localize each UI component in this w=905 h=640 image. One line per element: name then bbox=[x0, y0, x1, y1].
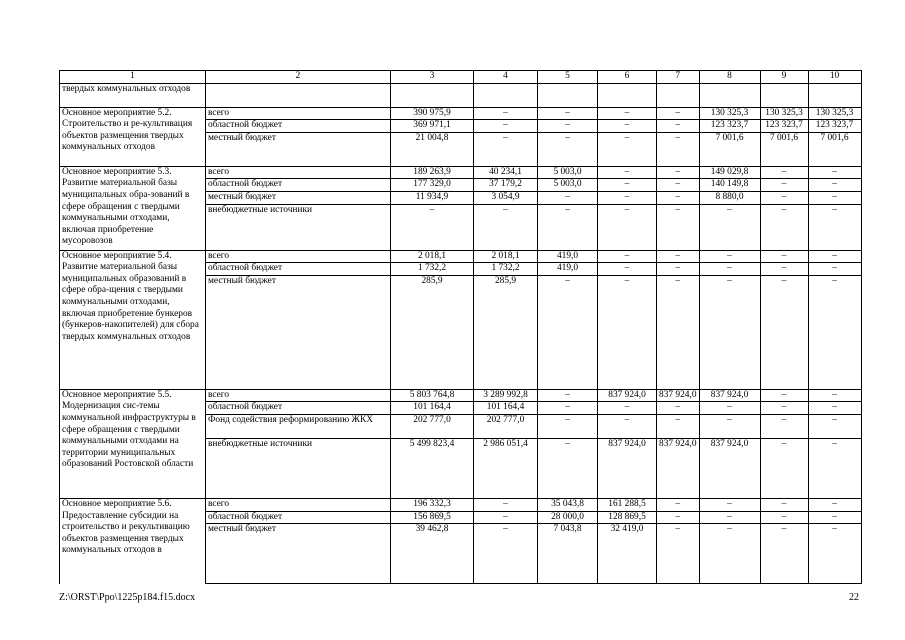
amount-cell: – bbox=[391, 204, 474, 250]
amount-cell: – bbox=[760, 414, 808, 438]
amount-cell: – bbox=[538, 275, 598, 389]
amount-cell: 3 054,9 bbox=[474, 191, 538, 204]
amount-cell: – bbox=[699, 250, 760, 263]
amount-cell: – bbox=[598, 179, 657, 192]
amount-cell: 390 975,9 bbox=[391, 107, 474, 120]
amount-cell: – bbox=[538, 132, 598, 166]
amount-cell: – bbox=[474, 132, 538, 166]
header-row bbox=[60, 71, 862, 84]
amount-cell: – bbox=[598, 191, 657, 204]
amount-cell: 369 971,1 bbox=[391, 120, 474, 133]
amount-cell: 5 003,0 bbox=[538, 179, 598, 192]
amount-cell bbox=[538, 83, 598, 107]
amount-cell: – bbox=[808, 389, 861, 402]
amount-cell: 156 869,5 bbox=[391, 511, 474, 524]
amount-cell: – bbox=[538, 120, 598, 133]
amount-cell: – bbox=[808, 263, 861, 276]
column-number: 4 bbox=[474, 71, 538, 84]
amount-cell: – bbox=[598, 204, 657, 250]
funding-source: всего bbox=[206, 166, 391, 179]
amount-cell: 202 777,0 bbox=[474, 414, 538, 438]
amount-cell: – bbox=[808, 524, 861, 584]
column-number: 8 bbox=[699, 71, 760, 84]
amount-cell: 130 325,3 bbox=[808, 107, 861, 120]
amount-cell: 5 003,0 bbox=[538, 166, 598, 179]
amount-cell: – bbox=[598, 107, 657, 120]
amount-cell: – bbox=[808, 438, 861, 498]
amount-cell: – bbox=[699, 524, 760, 584]
amount-cell: – bbox=[760, 438, 808, 498]
amount-cell: – bbox=[808, 204, 861, 250]
amount-cell: – bbox=[760, 179, 808, 192]
table-row bbox=[60, 107, 862, 120]
column-number: 2 bbox=[206, 71, 391, 84]
amount-cell: – bbox=[699, 263, 760, 276]
amount-cell: 837 924,0 bbox=[598, 389, 657, 402]
amount-cell: – bbox=[598, 132, 657, 166]
amount-cell: 285,9 bbox=[391, 275, 474, 389]
activity-name: Основное мероприятие 5.6. Предоставление субсидии на строительство и рекультивацию объектов размещения твердых коммунальных отходов в bbox=[60, 498, 206, 583]
table-row bbox=[60, 250, 862, 263]
amount-cell: – bbox=[699, 402, 760, 415]
amount-cell: – bbox=[699, 498, 760, 511]
amount-cell: – bbox=[760, 263, 808, 276]
amount-cell: – bbox=[657, 524, 700, 584]
amount-cell: – bbox=[760, 389, 808, 402]
activity-name: Основное мероприятие 5.2. Строительство и ре-культивация объектов размещения твердых коммунальных отходов bbox=[60, 107, 206, 166]
amount-cell: – bbox=[760, 166, 808, 179]
amount-cell: – bbox=[760, 191, 808, 204]
amount-cell: – bbox=[760, 524, 808, 584]
amount-cell: – bbox=[760, 511, 808, 524]
funding-source: областной бюджет bbox=[206, 511, 391, 524]
funding-source: всего bbox=[206, 250, 391, 263]
amount-cell: 7 001,6 bbox=[699, 132, 760, 166]
funding-source: областной бюджет bbox=[206, 120, 391, 133]
amount-cell: 8 880,0 bbox=[699, 191, 760, 204]
table-row bbox=[60, 83, 862, 107]
amount-cell: – bbox=[657, 250, 700, 263]
amount-cell: 123 323,7 bbox=[760, 120, 808, 133]
funding-source: всего bbox=[206, 498, 391, 511]
amount-cell: 2 018,1 bbox=[391, 250, 474, 263]
amount-cell: – bbox=[808, 179, 861, 192]
amount-cell: 285,9 bbox=[474, 275, 538, 389]
amount-cell: – bbox=[657, 402, 700, 415]
amount-cell: 837 924,0 bbox=[699, 438, 760, 498]
amount-cell: – bbox=[760, 402, 808, 415]
amount-cell: – bbox=[657, 120, 700, 133]
amount-cell: 177 329,0 bbox=[391, 179, 474, 192]
amount-cell: – bbox=[808, 498, 861, 511]
amount-cell: – bbox=[699, 275, 760, 389]
amount-cell: 32 419,0 bbox=[598, 524, 657, 584]
amount-cell: – bbox=[808, 166, 861, 179]
amount-cell: – bbox=[598, 263, 657, 276]
amount-cell: 7 043,8 bbox=[538, 524, 598, 584]
amount-cell: – bbox=[598, 275, 657, 389]
amount-cell: 161 288,5 bbox=[598, 498, 657, 511]
funding-source: внебюджетные источники bbox=[206, 438, 391, 498]
amount-cell: – bbox=[808, 275, 861, 389]
amount-cell: 35 043,8 bbox=[538, 498, 598, 511]
column-number: 3 bbox=[391, 71, 474, 84]
amount-cell: 40 234,1 bbox=[474, 166, 538, 179]
amount-cell: – bbox=[657, 414, 700, 438]
amount-cell: – bbox=[657, 511, 700, 524]
amount-cell: 101 164,4 bbox=[391, 402, 474, 415]
amount-cell: 28 000,0 bbox=[538, 511, 598, 524]
funding-source: областной бюджет bbox=[206, 402, 391, 415]
funding-source: Фонд содействия реформированию ЖКХ bbox=[206, 414, 391, 438]
amount-cell: 837 924,0 bbox=[657, 389, 700, 402]
amount-cell: 5 499 823,4 bbox=[391, 438, 474, 498]
amount-cell: – bbox=[598, 250, 657, 263]
funding-source: всего bbox=[206, 389, 391, 402]
budget-table bbox=[59, 70, 862, 584]
amount-cell: – bbox=[808, 191, 861, 204]
amount-cell: – bbox=[598, 166, 657, 179]
amount-cell: – bbox=[808, 402, 861, 415]
amount-cell: 3 289 992,8 bbox=[474, 389, 538, 402]
activity-name: Основное мероприятие 5.4. Развитие материальной базы муниципальных образований в сфере обра-щения с твердыми коммунальными отходами, включая приобретение бункеров (бункеров-накопителей) для сбора твердых коммунальных отходов bbox=[60, 250, 206, 389]
amount-cell: – bbox=[538, 204, 598, 250]
table-row bbox=[60, 166, 862, 179]
amount-cell: 21 004,8 bbox=[391, 132, 474, 166]
amount-cell: – bbox=[760, 498, 808, 511]
amount-cell: 196 332,3 bbox=[391, 498, 474, 511]
amount-cell: 837 924,0 bbox=[598, 438, 657, 498]
amount-cell: – bbox=[657, 179, 700, 192]
amount-cell: – bbox=[474, 498, 538, 511]
amount-cell: – bbox=[598, 414, 657, 438]
amount-cell: 123 323,7 bbox=[699, 120, 760, 133]
amount-cell: 419,0 bbox=[538, 250, 598, 263]
amount-cell: – bbox=[598, 402, 657, 415]
amount-cell: – bbox=[474, 204, 538, 250]
amount-cell: – bbox=[538, 438, 598, 498]
amount-cell: 1 732,2 bbox=[391, 263, 474, 276]
amount-cell: 5 803 764,8 bbox=[391, 389, 474, 402]
amount-cell: 837 924,0 bbox=[657, 438, 700, 498]
amount-cell: – bbox=[699, 414, 760, 438]
amount-cell: – bbox=[760, 250, 808, 263]
amount-cell: – bbox=[538, 107, 598, 120]
amount-cell: 7 001,6 bbox=[760, 132, 808, 166]
column-number: 9 bbox=[760, 71, 808, 84]
amount-cell: 11 934,9 bbox=[391, 191, 474, 204]
funding-source: областной бюджет bbox=[206, 179, 391, 192]
amount-cell: 130 325,3 bbox=[699, 107, 760, 120]
activity-name: твердых коммунальных отходов bbox=[60, 83, 206, 107]
amount-cell: – bbox=[538, 402, 598, 415]
footer-file-path: Z:\ORST\Ppo\1225p184.f15.docx bbox=[59, 592, 196, 603]
column-number: 6 bbox=[598, 71, 657, 84]
amount-cell: 39 462,8 bbox=[391, 524, 474, 584]
amount-cell: – bbox=[657, 204, 700, 250]
amount-cell bbox=[474, 83, 538, 107]
table-row bbox=[60, 389, 862, 402]
column-number: 10 bbox=[808, 71, 861, 84]
amount-cell: – bbox=[657, 191, 700, 204]
funding-source: всего bbox=[206, 107, 391, 120]
column-number: 5 bbox=[538, 71, 598, 84]
amount-cell: 130 325,3 bbox=[760, 107, 808, 120]
amount-cell: 123 323,7 bbox=[808, 120, 861, 133]
amount-cell: 2 018,1 bbox=[474, 250, 538, 263]
funding-source: местный бюджет bbox=[206, 132, 391, 166]
funding-source: местный бюджет bbox=[206, 524, 391, 584]
amount-cell: 101 164,4 bbox=[474, 402, 538, 415]
table-row bbox=[60, 498, 862, 511]
amount-cell bbox=[760, 83, 808, 107]
amount-cell: 837 924,0 bbox=[699, 389, 760, 402]
amount-cell: – bbox=[760, 275, 808, 389]
amount-cell: – bbox=[699, 204, 760, 250]
amount-cell: 37 179,2 bbox=[474, 179, 538, 192]
amount-cell: – bbox=[760, 204, 808, 250]
amount-cell: – bbox=[474, 511, 538, 524]
amount-cell bbox=[598, 83, 657, 107]
activity-name: Основное мероприятие 5.3. Развитие материальной базы муниципальных обра-зований в сфере обращения с твердыми коммунальными отходами, включая приобретение мусоровозов bbox=[60, 166, 206, 250]
funding-source bbox=[206, 83, 391, 107]
activity-name: Основное мероприятие 5.5. Модернизация сис-темы коммунальной инфраструктуры в сфере обращения с твердыми коммунальными отходами на территории муниципальных образований Ростовской области bbox=[60, 389, 206, 498]
amount-cell: 2 986 051,4 bbox=[474, 438, 538, 498]
funding-source: внебюджетные источники bbox=[206, 204, 391, 250]
amount-cell: – bbox=[657, 263, 700, 276]
amount-cell: – bbox=[474, 107, 538, 120]
amount-cell: – bbox=[808, 250, 861, 263]
amount-cell: – bbox=[657, 275, 700, 389]
funding-source: местный бюджет bbox=[206, 191, 391, 204]
amount-cell: – bbox=[538, 191, 598, 204]
amount-cell: 202 777,0 bbox=[391, 414, 474, 438]
amount-cell: – bbox=[538, 414, 598, 438]
amount-cell bbox=[391, 83, 474, 107]
amount-cell: – bbox=[808, 414, 861, 438]
amount-cell: – bbox=[657, 498, 700, 511]
column-number: 7 bbox=[657, 71, 700, 84]
amount-cell: 419,0 bbox=[538, 263, 598, 276]
amount-cell: – bbox=[474, 120, 538, 133]
amount-cell: – bbox=[474, 524, 538, 584]
amount-cell bbox=[808, 83, 861, 107]
amount-cell: – bbox=[699, 511, 760, 524]
footer-page-number: 22 bbox=[849, 592, 859, 603]
amount-cell: 1 732,2 bbox=[474, 263, 538, 276]
amount-cell: 189 263,9 bbox=[391, 166, 474, 179]
amount-cell: 149 029,8 bbox=[699, 166, 760, 179]
amount-cell: – bbox=[538, 389, 598, 402]
amount-cell: 7 001,6 bbox=[808, 132, 861, 166]
amount-cell: – bbox=[598, 120, 657, 133]
amount-cell: – bbox=[657, 132, 700, 166]
amount-cell bbox=[699, 83, 760, 107]
amount-cell bbox=[657, 83, 700, 107]
funding-source: областной бюджет bbox=[206, 263, 391, 276]
amount-cell: – bbox=[657, 107, 700, 120]
amount-cell: – bbox=[657, 166, 700, 179]
amount-cell: 140 149,8 bbox=[699, 179, 760, 192]
funding-source: местный бюджет bbox=[206, 275, 391, 389]
column-number: 1 bbox=[60, 71, 206, 84]
amount-cell: – bbox=[808, 511, 861, 524]
amount-cell: 128 869,5 bbox=[598, 511, 657, 524]
